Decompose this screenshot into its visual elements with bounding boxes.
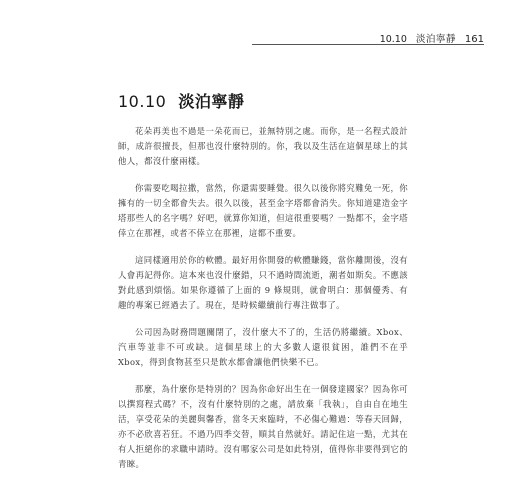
header-section-title: 淡泊寧靜 (415, 34, 456, 45)
section-heading (118, 89, 244, 112)
section-title: 淡泊寧靜 (178, 92, 245, 111)
header-section-number: 10.10 (379, 34, 407, 45)
paragraph: 你需要吃喝拉撒，當然，你還需要睡覺。很久以後你將究難免一死，你擁有的一切全都會失去。很久以後，甚至金字塔都會消失。你知道建造金字塔那些人的名字嗎？好吧，就算你知道，但這很重要嗎？一點都不，金字塔倖立在那裡，或者不倖立在那裡，這都不重要。 (118, 183, 408, 238)
body-text (118, 124, 408, 484)
section-number: 10.10 (118, 92, 167, 111)
paragraph: 這同樣適用於你的軟體。最好用你開發的軟體賺錢，當你離開後，沒有人會再記得你。這本來也沒什麼錯，只不過時間流逝，潮者如斯矣。不應該對此感到煩惱。如果你遵循了上面的 9 條規則，就會明白：那個優秀、有趣的專案已經過去了。現在，是時候繼續前行專注做事了。 (118, 255, 408, 310)
page-number: 161 (464, 34, 484, 45)
paragraph: 花朵再美也不過是一朵花而已，並無特別之處。而你，是一名程式設計師，成許很擅長，但那也沒什麼特別的。你，我以及生活在這個星球上的其他人，都沒什麼兩樣。 (118, 126, 408, 166)
running-header (380, 31, 484, 45)
header-rule (252, 44, 484, 45)
paragraph: 公司因為財務問題關閉了，沒什麼大不了的，生活仍將繼續。Xbox、汽車等並非不可或缺。這個星球上的大多數人還很貧困，誰們不在乎 Xbox，得到食物甚至只是飲水都會讓他們快樂不已。 (118, 327, 408, 367)
paragraph: 那麼，為什麼你是特別的？因為你命好出生在一個發達國家？因為你可以撰寫程式碼？不，沒有什麼特別的之處，請放棄「我執」，自由自在地生活，享受花朵的美麗與馨香，當冬天來臨時，不必傷心難過：等春天回歸，亦不必欣喜若狂。不過乃四季交替，順其自然就好。請記住這一點，尤其在有人拒絕你的求職申請時。沒有哪家公司是如此特別，值得你非要得到它的青睞。 (118, 384, 408, 469)
